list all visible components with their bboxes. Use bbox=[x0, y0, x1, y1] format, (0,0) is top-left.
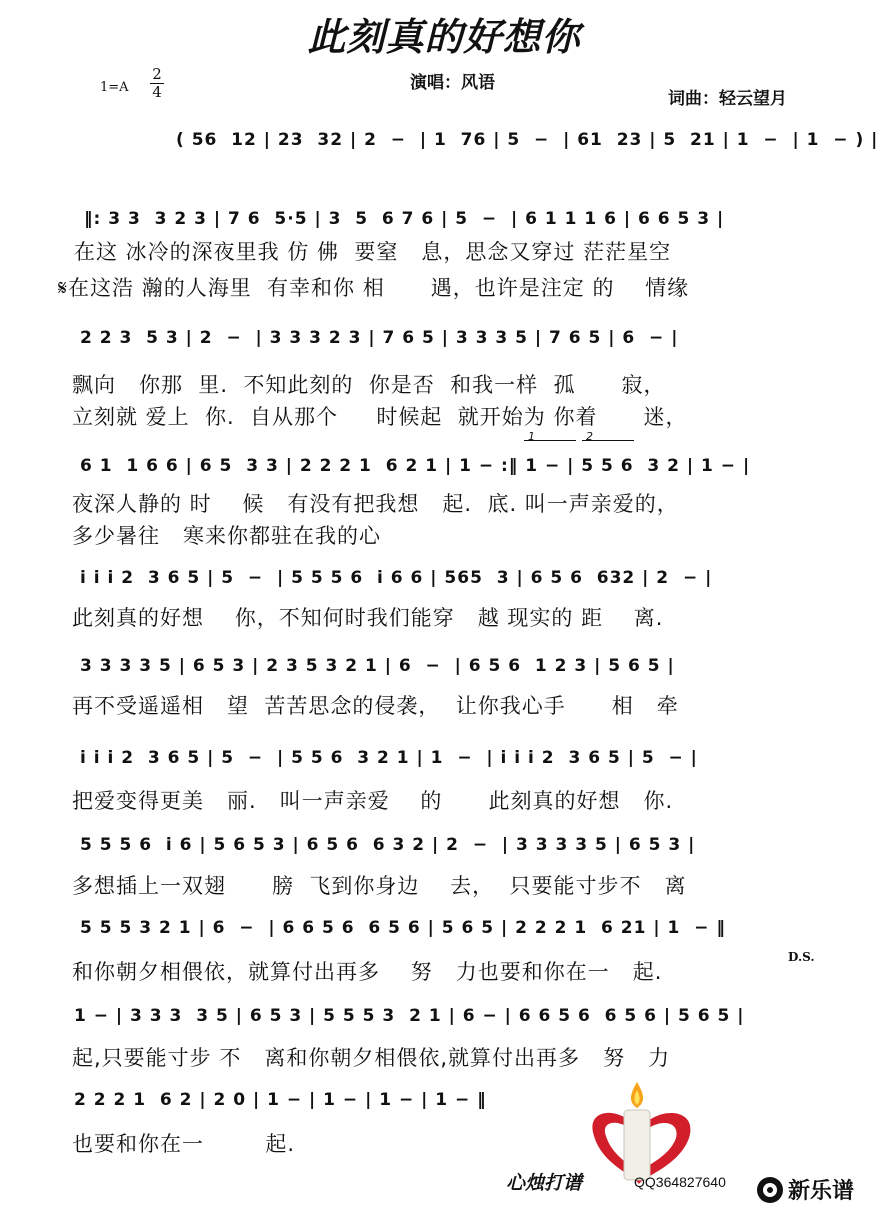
lyric-line: 立刻就 爱上 你. 自从那个 时候起 就开始为 你着 迷， bbox=[72, 405, 688, 429]
key-signature: 1=A bbox=[100, 80, 129, 95]
notation-line: 5 5 5 3 2 1 | 6 − | 6 6 5 6 6 5 6 | 5 6 5 | 2 2 2 1 6 21 | 1 − ‖ bbox=[80, 918, 726, 938]
lyric-line: 𝄋在这浩 瀚的人海里 有幸和你 相 遇，也许是注定 的 情缘 bbox=[58, 276, 690, 300]
lyric-line: 再不受遥遥相 望 苦苦思念的侵袭， 让你我心手 相 牵 bbox=[72, 694, 679, 718]
candle-heart-logo bbox=[584, 1076, 704, 1186]
notation-line: i i i 2 3 6 5 | 5 − | 5 5 6 3 2 1 | 1 − | i i i 2 3 6 5 | 5 − | bbox=[80, 748, 698, 768]
record-icon bbox=[756, 1176, 784, 1204]
song-title: 此刻真的好想你 bbox=[307, 15, 581, 59]
notation-line: 1 − | 3 3 3 3 5 | 6 5 3 | 5 5 5 3 2 1 | 6 − | 6 6 5 6 6 5 6 | 5 6 5 | bbox=[74, 1006, 745, 1026]
notation-line: 5 5 5 6 i 6 | 5 6 5 3 | 6 5 6 6 3 2 | 2 − | 3 3 3 3 5 | 6 5 3 | bbox=[80, 835, 696, 855]
lyric-line: 也要和你在一 起. bbox=[72, 1132, 296, 1156]
brand-name: 新乐谱 bbox=[788, 1179, 855, 1204]
site-brand bbox=[756, 1174, 854, 1205]
qq-number: QQ364827640 bbox=[634, 1174, 726, 1190]
lyric-line: 在这 冰冷的深夜里我 仿 佛 要窒 息，思念又穿过 茫茫星空 bbox=[74, 240, 672, 264]
lyric-line: 多少暑往 寒来你都驻在我的心 bbox=[72, 524, 382, 548]
volta-label: 1 bbox=[528, 430, 535, 443]
notation-line: i i i 2 3 6 5 | 5 − | 5 5 5 6 i 6 6 | 565 3 | 6 5 6 632 | 2 − | bbox=[80, 568, 713, 588]
dal-segno-mark: D.S. bbox=[788, 950, 815, 964]
time-signature bbox=[150, 66, 164, 101]
lyric-line: 多想插上一双翅 膀 飞到你身边 去， 只要能寸步不 离 bbox=[72, 874, 687, 898]
notation-line: ‖: 3 3 3 2 3 | 7 6 5·5 | 3 5 6 7 6 | 5 − | 6 1 1 1 6 | 6 6 5 3 | bbox=[84, 209, 725, 229]
transcriber-credit: 心烛打谱 bbox=[506, 1172, 583, 1194]
time-denominator: 4 bbox=[152, 83, 162, 101]
notation-line: 6 1 1 6 6 | 6 5 3 3 | 2 2 2 1 6 2 1 | 1 − :‖ 1 − | 5 5 6 3 2 | 1 − | bbox=[80, 456, 751, 476]
lyricist-credit: 词曲：轻云望月 bbox=[668, 89, 787, 109]
lyric-line: 和你朝夕相偎依，就算付出再多 努 力也要和你在一 起. bbox=[72, 960, 663, 984]
notation-line: 3 3 3 3 5 | 6 5 3 | 2 3 5 3 2 1 | 6 − | 6 5 6 1 2 3 | 5 6 5 | bbox=[80, 656, 675, 676]
lyric-line: 飘向 你那 里. 不知此刻的 你是否 和我一样 孤 寂， bbox=[72, 373, 666, 397]
lyric-line: 把爱变得更美 丽. 叫一声亲爱 的 此刻真的好想 你. bbox=[72, 789, 674, 813]
lyric-line: 此刻真的好想 你，不知何时我们能穿 越 现实的 距 离. bbox=[72, 606, 664, 630]
notation-line: ( 56 12 | 23 32 | 2 − | 1 76 | 5 − | 61 23 | 5 21 | 1 − | 1 − ) | bbox=[176, 130, 879, 150]
notation-line: 2 2 2 1 6 2 | 2 0 | 1 − | 1 − | 1 − | 1 − ‖ bbox=[74, 1090, 487, 1110]
volta-label: 2 bbox=[586, 430, 593, 443]
singer-credit: 演唱：风语 bbox=[410, 73, 495, 93]
lyric-line: 夜深人静的 时 候 有没有把我想 起. 底. 叫一声亲爱的， bbox=[72, 492, 679, 516]
lyric-line: 起,只要能寸步 不 离和你朝夕相偎依,就算付出再多 努 力 bbox=[72, 1046, 671, 1070]
notation-line: 2 2 3 5 3 | 2 − | 3 3 3 2 3 | 7 6 5 | 3 3 3 5 | 7 6 5 | 6 − | bbox=[80, 328, 679, 348]
time-numerator: 2 bbox=[152, 65, 162, 83]
